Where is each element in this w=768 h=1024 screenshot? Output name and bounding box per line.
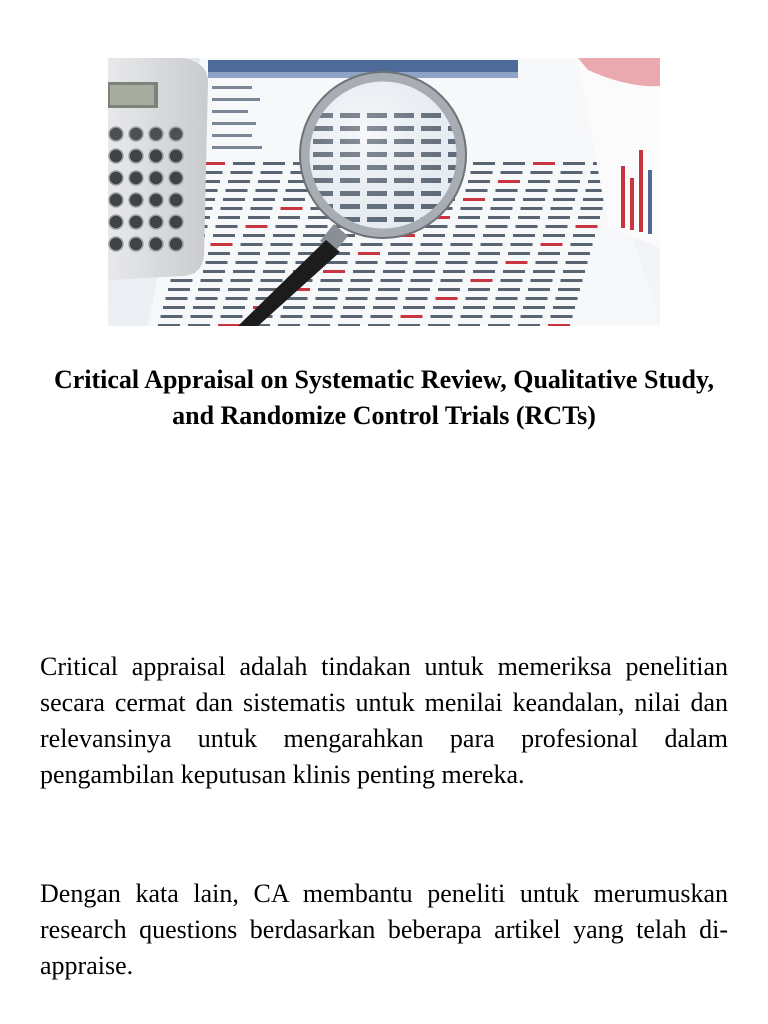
calculator-icon (108, 58, 208, 280)
document-title: Critical Appraisal on Systematic Review, Qualitative Study, and Randomize Control Trials (RCTs) (53, 365, 715, 430)
cover-image (108, 58, 660, 326)
paragraph-definition: Critical appraisal adalah tindakan untuk memeriksa penelitian secara cermat dan sistematis untuk menilai keandalan, nilai dan relevansinya untuk mengarahkan para profesional dalam pengambilan keputusan klinis penting mereka. (40, 652, 728, 789)
paragraph-summary: Dengan kata lain, CA membantu peneliti untuk merumuskan research questions berdasarkan beberapa artikel yang telah di-appraise. (40, 879, 728, 980)
